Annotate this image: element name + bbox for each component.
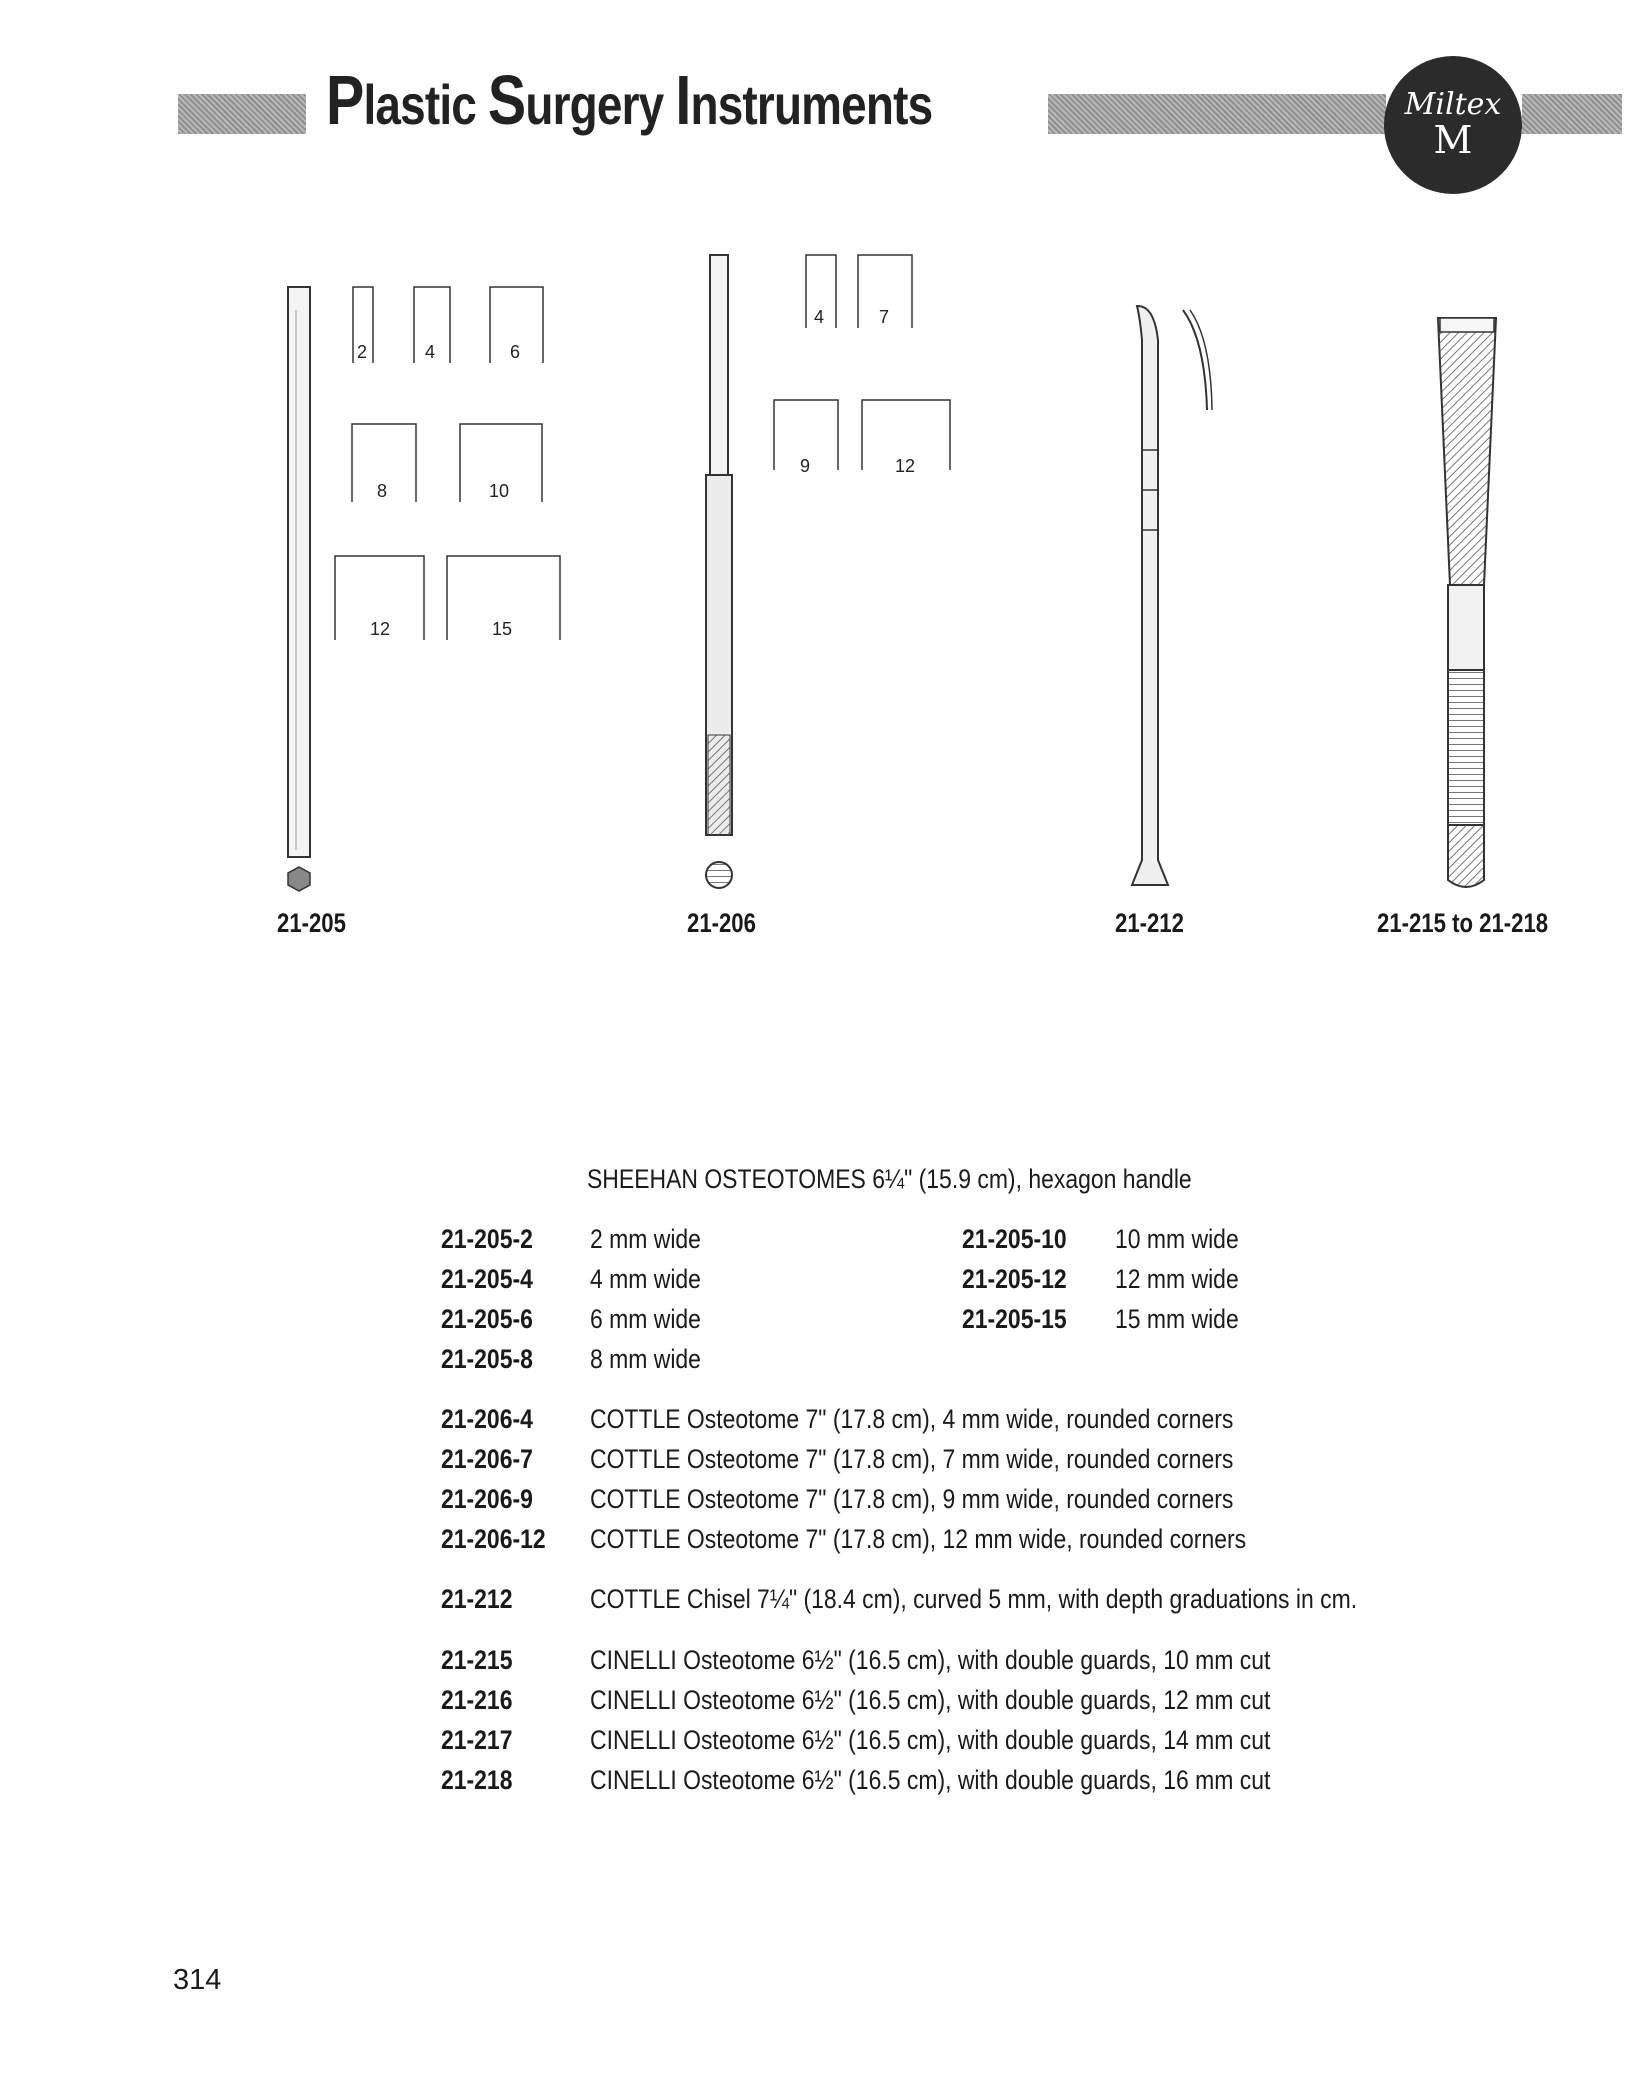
blade-size-label: 12: [895, 456, 916, 476]
product-description: 12 mm wide: [1115, 1264, 1239, 1294]
blade-size-label: 4: [814, 307, 825, 327]
product-description: COTTLE Osteotome 7" (17.8 cm), 12 mm wide, rounded corners: [590, 1524, 1247, 1554]
product-description: COTTLE Osteotome 7" (17.8 cm), 9 mm wide, rounded corners: [590, 1484, 1234, 1514]
instrument-label-21-206: 21-206: [687, 908, 756, 938]
sheehan-heading: SHEEHAN OSTEOTOMES 6¼" (15.9 cm), hexagon handle: [587, 1164, 1192, 1194]
product-code: 21-206-4: [441, 1404, 533, 1434]
cinelli-osteotome-drawing: [1438, 318, 1496, 887]
instrument-label-21-215-to-21-218: 21-215 to 21-218: [1377, 908, 1549, 938]
product-code: 21-205-10: [962, 1224, 1067, 1254]
instrument-label-21-212: 21-212: [1115, 908, 1184, 938]
product-code: 21-205-6: [441, 1304, 533, 1334]
blade-size-label: 2: [357, 342, 368, 362]
product-code: 21-215: [441, 1645, 513, 1675]
sheehan-blade-width-profiles: [335, 287, 560, 640]
brand-logo: Miltex M: [1384, 56, 1522, 194]
product-description: 10 mm wide: [1115, 1224, 1239, 1254]
blade-size-label: 7: [879, 307, 890, 327]
blade-size-label: 6: [510, 342, 521, 362]
cottle-size-labels: [800, 307, 915, 476]
product-code: 21-205-12: [962, 1264, 1067, 1294]
product-description: COTTLE Osteotome 7" (17.8 cm), 7 mm wide, rounded corners: [590, 1444, 1234, 1474]
product-code: 21-206-12: [441, 1524, 546, 1554]
product-code: 21-205-8: [441, 1344, 533, 1374]
product-description: 2 mm wide: [590, 1224, 701, 1254]
cottle-chisel-drawing: [1132, 306, 1212, 885]
product-description: 15 mm wide: [1115, 1304, 1239, 1334]
product-description: 4 mm wide: [590, 1264, 701, 1294]
round-handle-end-icon: [706, 862, 732, 888]
product-description: COTTLE Chisel 7¼" (18.4 cm), curved 5 mm, with depth graduations in cm.: [590, 1584, 1358, 1614]
blade-size-label: 4: [425, 342, 436, 362]
sheehan-size-labels: [357, 342, 520, 639]
hexagon-handle-end-icon: [288, 867, 310, 891]
product-description: CINELLI Osteotome 6½" (16.5 cm), with double guards, 12 mm cut: [590, 1685, 1271, 1715]
blade-size-label: 15: [492, 619, 513, 639]
instrument-label-21-205: 21-205: [277, 908, 346, 938]
product-code: 21-216: [441, 1685, 513, 1715]
sheehan-osteotome-drawing: [288, 287, 310, 891]
blade-size-label: 8: [377, 481, 388, 501]
product-code: 21-205-4: [441, 1264, 533, 1294]
chisel-curve-profile: [1183, 310, 1207, 410]
blade-size-label: 12: [370, 619, 391, 639]
product-description: CINELLI Osteotome 6½" (16.5 cm), with double guards, 14 mm cut: [590, 1725, 1271, 1755]
product-description: CINELLI Osteotome 6½" (16.5 cm), with double guards, 10 mm cut: [590, 1645, 1271, 1675]
page-title: Plastic Surgery Instruments: [326, 61, 933, 139]
product-code: 21-205-2: [441, 1224, 533, 1254]
product-code: 21-205-15: [962, 1304, 1067, 1334]
product-code: 21-217: [441, 1725, 513, 1755]
product-code: 21-218: [441, 1765, 513, 1795]
blade-size-label: 9: [800, 456, 811, 476]
cottle-blade-width-profiles: [774, 255, 950, 470]
product-description: 8 mm wide: [590, 1344, 701, 1374]
product-code: 21-206-7: [441, 1444, 533, 1474]
product-description: CINELLI Osteotome 6½" (16.5 cm), with double guards, 16 mm cut: [590, 1765, 1271, 1795]
product-code: 21-212: [441, 1584, 513, 1614]
page-number: 314: [173, 1964, 222, 1996]
cottle-osteotome-drawing: [706, 255, 732, 888]
product-description: 6 mm wide: [590, 1304, 701, 1334]
product-description: COTTLE Osteotome 7" (17.8 cm), 4 mm wide, rounded corners: [590, 1404, 1234, 1434]
blade-size-label: 10: [489, 481, 510, 501]
instrument-illustrations: [0, 0, 1650, 960]
product-code: 21-206-9: [441, 1484, 533, 1514]
